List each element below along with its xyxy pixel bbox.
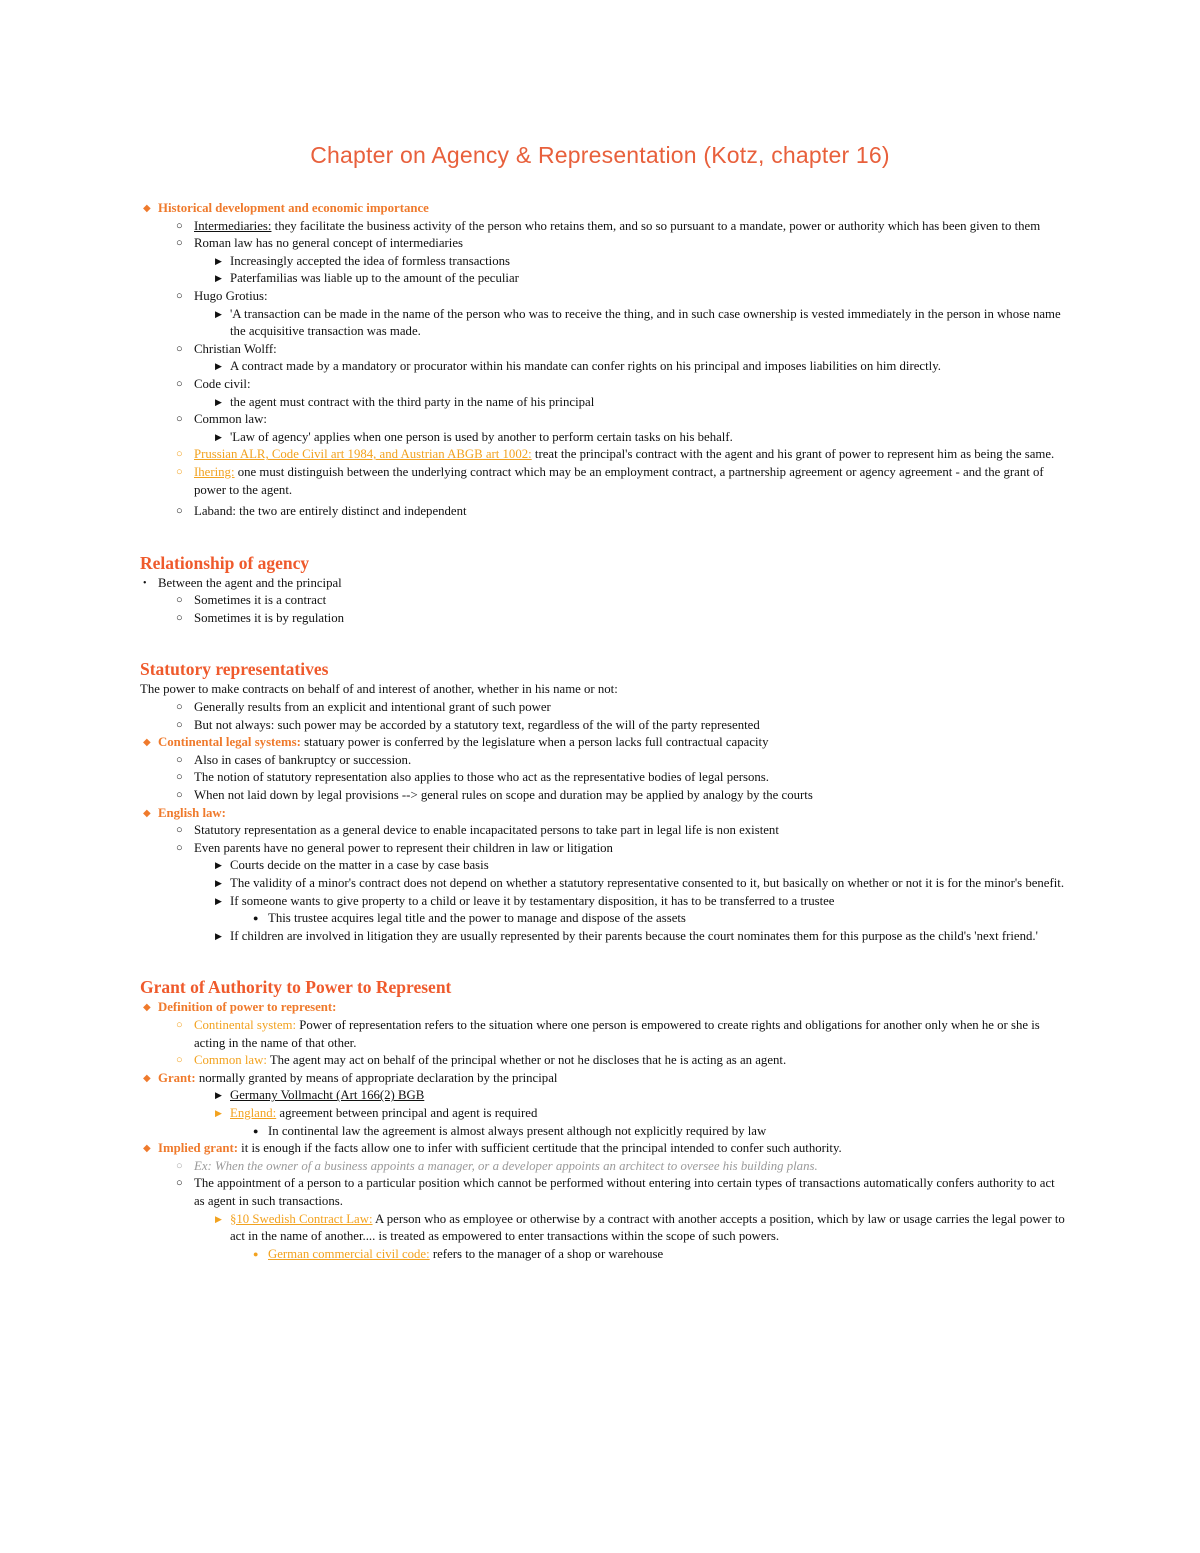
- triangle-bullet-icon: ▶: [215, 860, 222, 871]
- circle-bullet-icon: ○: [176, 841, 183, 854]
- list-item: [140, 376, 1065, 394]
- bullet-icon: ●: [253, 1125, 259, 1136]
- page-title: Chapter on Agency & Representation (Kotz, chapter 16): [310, 142, 890, 168]
- list-item: [140, 446, 1065, 464]
- circle-bullet-icon: ○: [176, 753, 183, 766]
- list-item: [140, 341, 1065, 359]
- wolff-sub-text: A contract made by a mandatory or procurator within his mandate can confer rights on his principal and imposes liabilities on him directly.: [230, 359, 941, 374]
- list-item: [140, 358, 1065, 376]
- common-law-link[interactable]: Common law:: [194, 1053, 267, 1068]
- list-item: [140, 822, 1065, 840]
- german-code-link[interactable]: German commercial civil code:: [268, 1246, 430, 1261]
- english-sub: Even parents have no general power to represent their children in law or litigation: [194, 840, 613, 855]
- list-item: [140, 1105, 1065, 1123]
- circle-bullet-icon: ○: [176, 611, 183, 624]
- prussian-link[interactable]: Prussian ALR, Code Civil art 1984, and Austrian ABGB art 1002:: [194, 447, 532, 462]
- triangle-bullet-icon: ▶: [215, 396, 222, 407]
- england-link[interactable]: England:: [230, 1105, 277, 1120]
- list-item: [140, 893, 1065, 911]
- continental-system-text: Power of representation refers to the situation where one person is empowered to create rights and obligations for another only when he or she is acting in the name of that other.: [194, 1017, 1040, 1050]
- circle-bullet-icon: ○: [176, 701, 183, 714]
- circle-bullet-icon: ○: [176, 342, 183, 355]
- circle-bullet-icon: ○: [176, 219, 183, 232]
- code-civil-sub-text: the agent must contract with the third party in the name of his principal: [230, 394, 595, 409]
- definition-lead: Definition of power to represent:: [158, 1000, 337, 1015]
- circle-bullet-icon: ○: [176, 594, 183, 607]
- statutory-sub: Generally results from an explicit and intentional grant of such power: [194, 700, 551, 715]
- relationship-sub: Sometimes it is by regulation: [194, 610, 344, 625]
- english-sub-sub: Courts decide on the matter in a case by case basis: [230, 858, 489, 873]
- continental-sub: The notion of statutory representation also applies to those who act as the representative bodies of legal persons.: [194, 770, 769, 785]
- english-sub-sub: If children are involved in litigation they are usually represented by their parents because the court nominates them for this purpose as the child's 'next friend.': [230, 928, 1038, 943]
- prussian-text: treat the principal's contract with the agent and his grant of power to represent him as being the same.: [531, 447, 1055, 462]
- continental-sub: Also in cases of bankruptcy or succession.: [194, 752, 412, 767]
- implied-text: it is enough if the facts allow one to infer with sufficient certitude that the principal intended to confer such authority.: [237, 1141, 842, 1156]
- list-item: [140, 769, 1065, 787]
- list-item: [140, 1246, 1065, 1264]
- list-item: [140, 999, 1065, 1017]
- circle-bullet-icon: ○: [176, 718, 183, 731]
- common-law-def-text: The agent may act on behalf of the principal whether or not he discloses that he is acting as an agent.: [266, 1053, 787, 1068]
- triangle-bullet-icon: ▶: [215, 878, 222, 888]
- list-item: [140, 1140, 1065, 1158]
- common-law-sub-text: 'Law of agency' applies when one person is used by another to perform certain tasks on his behalf.: [230, 429, 733, 444]
- list-item: [140, 200, 1065, 218]
- continental-lead: Continental legal systems:: [158, 735, 301, 750]
- historical-heading: Historical development and economic importance: [158, 201, 429, 215]
- roman-law-text: Roman law has no general concept of intermediaries: [194, 236, 463, 251]
- ihering-link[interactable]: Ihering:: [194, 464, 235, 479]
- circle-bullet-icon: ○: [176, 237, 183, 250]
- circle-bullet-icon: ○: [176, 1018, 183, 1031]
- continental-sub: When not laid down by legal provisions --> general rules on scope and duration may be applied by analogy by the courts: [194, 788, 813, 803]
- statutory-sub: But not always: such power may be accorded by a statutory text, regardless of the will of the party represented: [194, 717, 760, 732]
- implied-example: Ex: When the owner of a business appoints a manager, or a developer appoints an architect to oversee his building plans.: [194, 1158, 818, 1173]
- statutory-intro: The power to make contracts on behalf of and interest of another, whether in his name or not:: [140, 682, 618, 697]
- bullet-icon: ◆: [143, 807, 151, 819]
- circle-bullet-icon: ○: [176, 1177, 183, 1190]
- continental-system-link[interactable]: Continental system:: [194, 1017, 297, 1032]
- triangle-bullet-icon: ▶: [215, 361, 222, 372]
- roman-sub-text: Increasingly accepted the idea of formless transactions: [230, 253, 510, 268]
- swedish-law-text: A person who as employee or otherwise by a contract with another accepts a position, which by law or usage carries the legal power to act in the name of another.... is treated as empowered to enter transactions within the scope of such powers.: [230, 1211, 1065, 1244]
- bullet-icon: ◆: [143, 737, 151, 749]
- triangle-bullet-icon: ▶: [215, 1090, 222, 1101]
- list-item: [140, 1052, 1065, 1070]
- relationship-heading: Relationship of agency: [140, 552, 310, 573]
- english-sub: Statutory representation as a general device to enable incapacitated persons to take part in legal life is non existent: [194, 823, 779, 838]
- english-lead: English law:: [158, 805, 226, 820]
- document-body: [140, 200, 1065, 1263]
- list-item: [140, 218, 1065, 236]
- circle-bullet-icon: ○: [176, 377, 183, 390]
- english-sub-sub: If someone wants to give property to a child or leave it by testamentary disposition, it has to be transferred to a trustee: [230, 893, 835, 908]
- circle-bullet-icon: ○: [176, 771, 183, 784]
- bullet-icon: ●: [253, 913, 259, 924]
- circle-bullet-icon: ○: [176, 465, 183, 478]
- bullet-icon: ◆: [143, 1143, 151, 1155]
- triangle-bullet-icon: ▶: [215, 1213, 222, 1224]
- swedish-law-link[interactable]: §10 Swedish Contract Law:: [230, 1211, 373, 1226]
- implied-sub: The appointment of a person to a particular position which cannot be performed without entering into certain types of transactions automatically confers authority to act as agent in such transactions.: [194, 1176, 1055, 1208]
- list-item: [140, 805, 1065, 823]
- english-sub-sub: The validity of a minor's contract does not depend on whether a statutory representative consented to it, but basically on whether or not it is for the minor's benefit.: [230, 876, 1065, 890]
- intermediaries-text: they facilitate the business activity of the person who retains them, and so so pursuant to a mandate, power or authority which has been given to them: [271, 218, 1041, 233]
- bullet-icon: ●: [253, 1248, 259, 1259]
- grant-lead: Grant:: [158, 1070, 196, 1085]
- list-item: [140, 734, 1065, 752]
- list-item: [140, 270, 1065, 288]
- list-item: [140, 1158, 1065, 1176]
- grotius-sub-text: 'A transaction can be made in the name of the person who was to receive the thing, and in such case ownership is vested immediately in the person in whose name the acquisitive transaction was made.: [230, 306, 1061, 339]
- list-item: [140, 592, 1065, 610]
- list-item: [140, 1123, 1065, 1141]
- circle-bullet-icon: ○: [176, 824, 183, 837]
- german-code-text: refers to the manager of a shop or warehouse: [429, 1246, 664, 1261]
- laband-text: Laband: the two are entirely distinct and independent: [194, 504, 467, 519]
- grant-text: normally granted by means of appropriate declaration by the principal: [195, 1070, 558, 1085]
- implied-lead: Implied grant:: [158, 1141, 238, 1156]
- list-item: [140, 306, 1065, 341]
- triangle-bullet-icon: ▶: [215, 1107, 222, 1118]
- english-sub-sub-sub: This trustee acquires legal title and the power to manage and dispose of the assets: [268, 911, 686, 926]
- code-civil-text: Code civil:: [194, 376, 251, 391]
- grant-heading: Grant of Authority to Power to Represent: [140, 977, 452, 998]
- list-item: [140, 503, 1065, 521]
- triangle-bullet-icon: ▶: [215, 895, 222, 906]
- list-item: [140, 1070, 1065, 1088]
- historical-list: [140, 200, 1065, 521]
- list-item: [140, 411, 1065, 429]
- list-item: [140, 875, 1065, 893]
- triangle-bullet-icon: ▶: [215, 930, 222, 941]
- list-item: [140, 429, 1065, 447]
- list-item: [140, 575, 1065, 593]
- circle-bullet-icon: ○: [176, 505, 183, 518]
- roman-sub-text: Paterfamilias was liable up to the amount of the peculiar: [230, 271, 519, 286]
- ihering-text: one must distinguish between the underlying contract which may be an employment contract, a partnership agreement or agency agreement - and the grant of power to the agent.: [194, 464, 1044, 497]
- list-item: [140, 394, 1065, 412]
- bullet-icon: •: [143, 577, 147, 589]
- continental-agreement-text: In continental law the agreement is almost always present although not explicitly required by law: [268, 1123, 767, 1138]
- common-law-text: Common law:: [194, 412, 267, 427]
- list-item: [140, 928, 1065, 946]
- bullet-icon: ◆: [143, 1002, 151, 1014]
- list-item: [140, 787, 1065, 805]
- list-item: [140, 235, 1065, 253]
- triangle-bullet-icon: ▶: [215, 431, 222, 442]
- circle-bullet-icon: ○: [176, 789, 183, 802]
- list-item: [140, 253, 1065, 271]
- circle-bullet-icon: ○: [176, 1054, 183, 1067]
- list-item: [140, 1211, 1065, 1246]
- page-title-wrap: [0, 142, 1100, 169]
- circle-bullet-icon: ○: [176, 448, 183, 461]
- relationship-item: Between the agent and the principal: [158, 575, 342, 590]
- relationship-list: [140, 575, 1065, 628]
- germany-vollmacht: Germany Vollmacht (Art 166(2) BGB: [230, 1088, 425, 1103]
- list-item: [140, 910, 1065, 928]
- continental-text: statuary power is conferred by the legislature when a person lacks full contractual capacity: [300, 735, 769, 750]
- grotius-text: Hugo Grotius:: [194, 288, 268, 303]
- circle-bullet-icon: ○: [176, 289, 183, 302]
- list-item: [140, 752, 1065, 770]
- list-item: [140, 1175, 1065, 1210]
- circle-bullet-icon: ○: [176, 1159, 183, 1172]
- triangle-bullet-icon: ▶: [215, 255, 222, 266]
- statutory-list: [140, 699, 1065, 945]
- list-item: [140, 464, 1065, 499]
- triangle-bullet-icon: ▶: [215, 308, 222, 319]
- triangle-bullet-icon: ▶: [215, 273, 222, 284]
- list-item: [140, 1017, 1065, 1052]
- statutory-heading: Statutory representatives: [140, 659, 329, 680]
- list-item: [140, 857, 1065, 875]
- circle-bullet-icon: ○: [176, 413, 183, 426]
- wolff-text: Christian Wolff:: [194, 341, 277, 356]
- relationship-sub: Sometimes it is a contract: [194, 593, 327, 608]
- list-item: [140, 699, 1065, 717]
- list-item: [140, 717, 1065, 735]
- england-text: agreement between principal and agent is required: [276, 1105, 538, 1120]
- list-item: [140, 1087, 1065, 1105]
- list-item: [140, 610, 1065, 628]
- bullet-icon: ◆: [143, 1072, 151, 1084]
- grant-list: [140, 999, 1065, 1263]
- list-item: [140, 840, 1065, 858]
- list-item: [140, 288, 1065, 306]
- bullet-icon: ◆: [143, 203, 151, 214]
- intermediaries-term: Intermediaries:: [194, 218, 272, 233]
